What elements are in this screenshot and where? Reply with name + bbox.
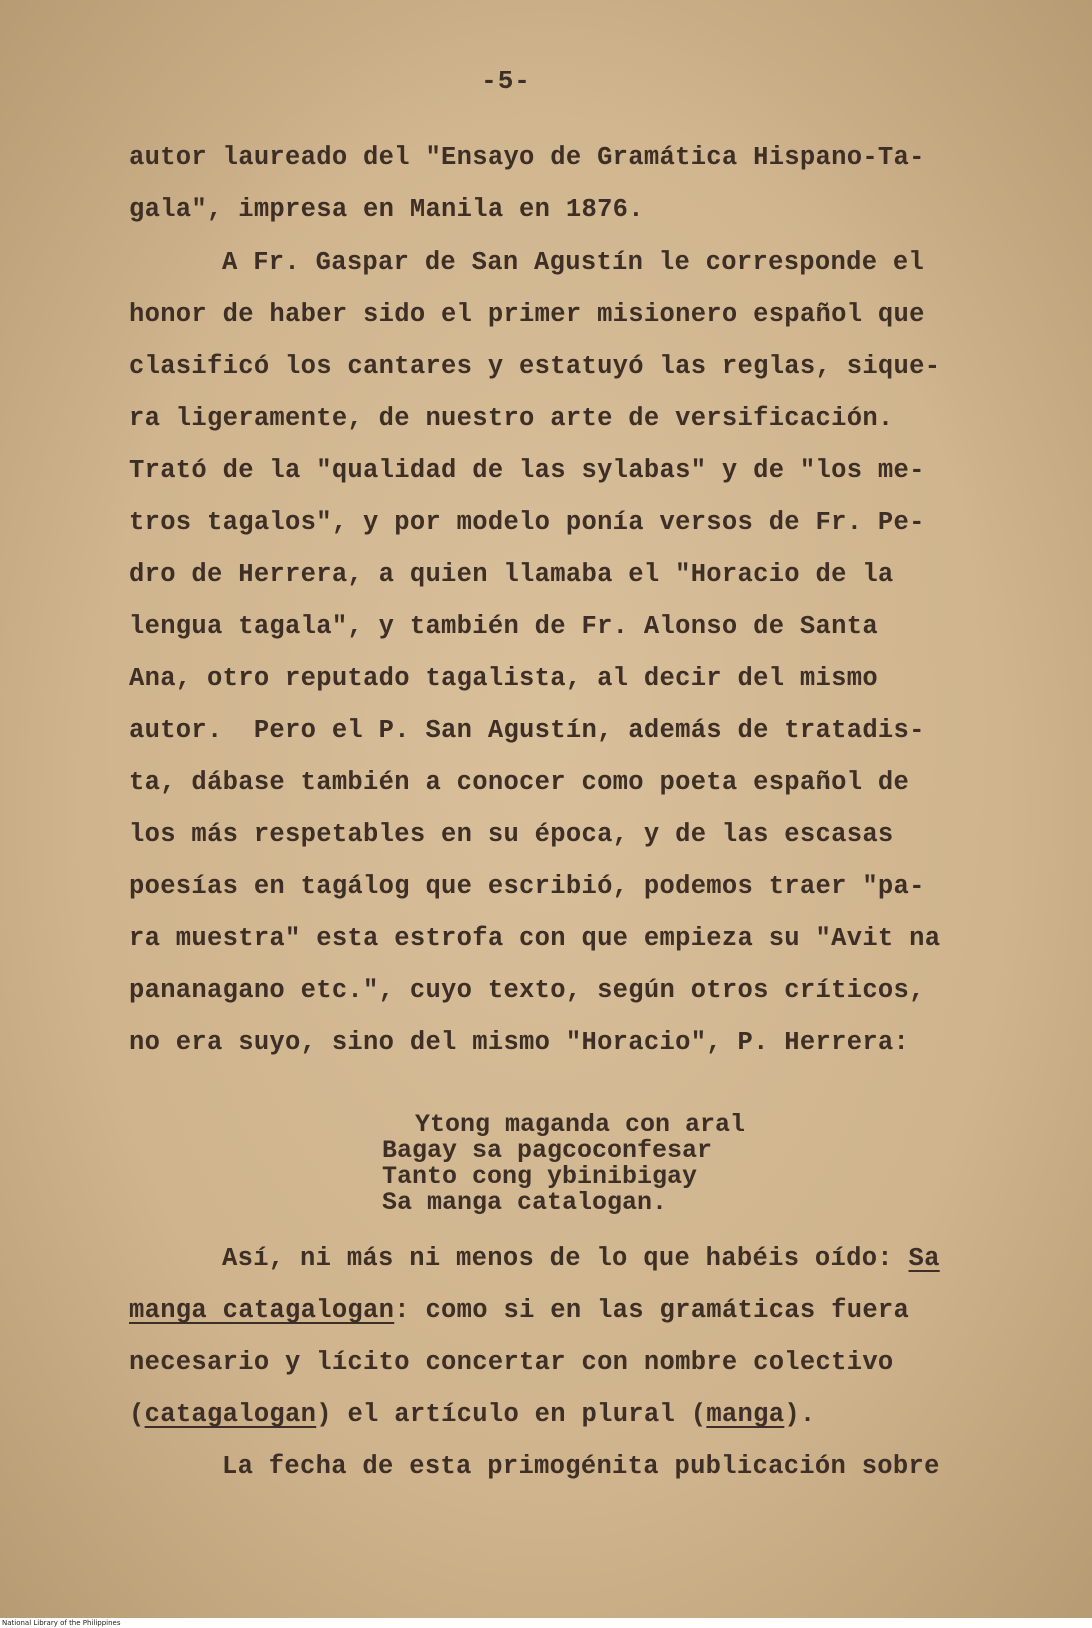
underlined-term: manga catagalogan (129, 1296, 395, 1325)
text-line: clasificó los cantares y estatuyó las reglas, sique- (129, 352, 941, 381)
text-line (129, 1400, 816, 1430)
text-line: los más respetables en su época, y de las escasas (129, 820, 894, 849)
verse-line: Sa manga catalogan. (382, 1188, 668, 1217)
text-line: gala", impresa en Manila en 1876. (129, 195, 644, 224)
text-line: necesario y lícito concertar con nombre colectivo (129, 1348, 894, 1377)
text-line: ra ligeramente, de nuestro arte de versificación. (129, 404, 894, 433)
text-line (129, 1296, 909, 1326)
text-line: dro de Herrera, a quien llamaba el "Horacio de la (129, 560, 894, 589)
text-line: autor. Pero el P. San Agustín, además de tratadis- (129, 716, 925, 745)
verse-line: Tanto cong ybinibigay (382, 1162, 698, 1191)
text-line: poesías en tagálog que escribió, podemos traer "pa- (129, 872, 925, 901)
page-number: -5- (481, 66, 531, 96)
verse-line: Bagay sa pagcoconfesar (382, 1136, 713, 1165)
text-line (222, 1244, 940, 1274)
text-span: : como si en las gramáticas fuera (394, 1296, 910, 1325)
underlined-term: Sa (908, 1244, 940, 1273)
verse-line: Ytong maganda con aral (415, 1110, 746, 1139)
text-line: honor de haber sido el primer misionero español que (129, 300, 925, 329)
text-span: Así, ni más ni menos de lo que habéis oído: (222, 1244, 909, 1273)
text-line: ra muestra" esta estrofa con que empieza su "Avit na (129, 924, 941, 953)
text-line: lengua tagala", y también de Fr. Alonso de Santa (129, 612, 878, 641)
text-line: Ana, otro reputado tagalista, al decir del mismo (129, 664, 878, 693)
footer-credit: National Library of the Philippines (2, 1619, 121, 1627)
text-line: pananagano etc.", cuyo texto, según otros críticos, (129, 976, 925, 1005)
text-span: ). (784, 1400, 816, 1429)
text-line: La fecha de esta primogénita publicación sobre (222, 1452, 940, 1481)
footer-credit-strip (0, 1618, 1092, 1628)
text-line: ta, dábase también a conocer como poeta español de (129, 768, 910, 797)
underlined-term: manga (706, 1400, 785, 1429)
text-line: Trató de la "qualidad de las sylabas" y de "los me- (129, 456, 925, 485)
text-span: ) el artículo en plural ( (316, 1400, 707, 1429)
text-line: autor laureado del "Ensayo de Gramática Hispano-Ta- (129, 143, 925, 172)
text-line: tros tagalos", y por modelo ponía versos de Fr. Pe- (129, 508, 925, 537)
text-span: ( (129, 1400, 145, 1429)
underlined-term: catagalogan (144, 1400, 317, 1429)
text-line: A Fr. Gaspar de San Agustín le corresponde el (222, 248, 925, 277)
text-line: no era suyo, sino del mismo "Horacio", P. Herrera: (129, 1028, 910, 1057)
